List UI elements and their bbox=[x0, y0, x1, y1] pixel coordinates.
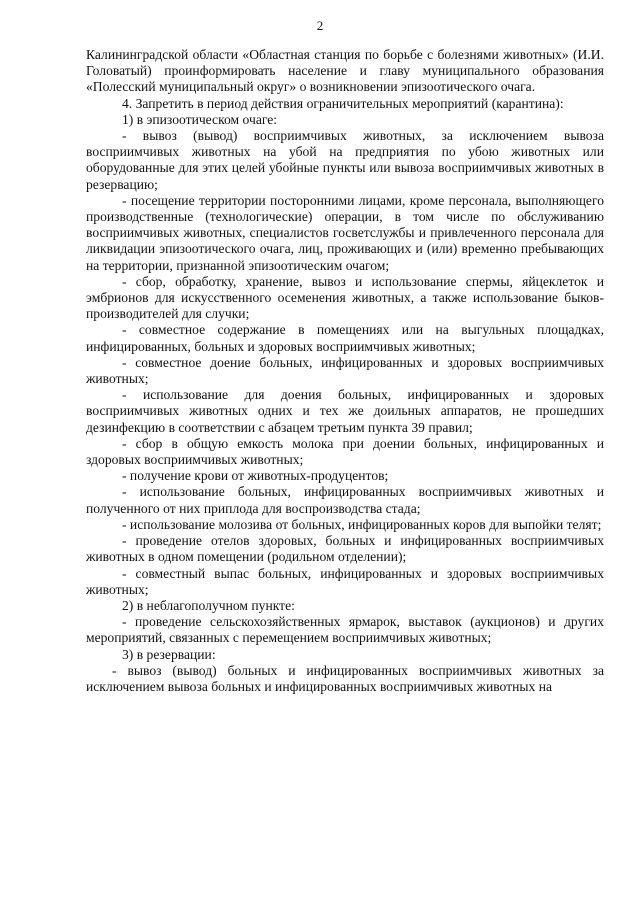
subsection-1-bullet-10: - использование молозива от больных, инфицированных коров для выпойки телят; bbox=[122, 516, 602, 532]
subsection-1-bullet-3: - сбор, обработку, хранение, вывоз и использование спермы, яйцеклеток и эмбрионов для искусственного осеменения животных, а также использование быков-производителей для случки; bbox=[86, 273, 604, 322]
subsection-1-bullet-4: - совместное содержание в помещениях или на выгульных площадках, инфицированных, больных и здоровых восприимчивых животных; bbox=[86, 322, 604, 354]
subsection-1-bullet-12: - совместный выпас больных, инфицированных и здоровых восприимчивых животных; bbox=[86, 565, 604, 597]
subsection-1-bullet-7: - сбор в общую емкость молока при доении больных, инфицированных и здоровых восприимчивых животных; bbox=[86, 435, 604, 468]
page-number: 2 bbox=[316, 18, 324, 33]
paragraph-intro: Калининградской области «Областная станция по борьбе с болезнями животных» (И.И. Головатый) проинформировать население и главу муниципального образования «Полесский муниципальный округ» о возникновении эпизоотического очага. bbox=[86, 47, 604, 95]
document-body bbox=[86, 47, 604, 695]
subsection-1-bullet-5: - совместное доение больных, инфицированных и здоровых восприимчивых животных; bbox=[86, 354, 604, 387]
subsection-1-bullet-2: - посещение территории посторонними лицами, кроме персонала, выполняющего производственные (технологические) операции, в том числе по обслуживанию восприимчивых животных, специалистов госветслужбы и привлеченного персонала для ликвидации эпизоотического очага, лиц, проживающих и (или) временно пребывающих на территории, признанной эпизоотическим очагом; bbox=[86, 192, 604, 273]
subsection-1-bullet-6: - использование для доения больных, инфицированных и здоровых восприимчивых животных одних и тех же доильных аппаратов, не прошедших дезинфекцию в соответствии с абзацем третьим пункта 39 правил; bbox=[86, 387, 604, 435]
subsection-1-bullet-8: - получение крови от животных-продуцентов; bbox=[122, 468, 389, 484]
subsection-1-bullet-1: - вывоз (вывод) восприимчивых животных, за исключением вывоза восприимчивых животных на убой на предприятия по убою животных или оборудованные для этих целей убойные пункты или вывоза восприимчивых животных в резервацию; bbox=[86, 128, 604, 192]
subsection-1-title: 1) в эпизоотическом очаге: bbox=[122, 111, 278, 127]
subsection-1-bullet-9: - использование больных, инфицированных восприимчивых животных и полученного от них приплода для воспроизводства стада; bbox=[86, 484, 604, 516]
paragraph-item-4: 4. Запретить в период действия ограничительных мероприятий (карантина): bbox=[122, 95, 564, 111]
subsection-3-bullet-1: - вывоз (вывод) больных и инфицированных восприимчивых животных за исключением вывоза больных и инфицированных восприимчивых животных на bbox=[86, 662, 604, 694]
subsection-3-title: 3) в резервации: bbox=[122, 646, 216, 662]
subsection-2-bullet-1: - проведение сельскохозяйственных ярмарок, выставок (аукционов) и других мероприятий, связанных с перемещением восприимчивых животных; bbox=[86, 614, 604, 646]
subsection-2-title: 2) в неблагополучном пункте: bbox=[122, 597, 295, 613]
subsection-1-bullet-11: - проведение отелов здоровых, больных и инфицированных восприимчивых животных в одном помещении (родильном отделении); bbox=[86, 533, 604, 565]
